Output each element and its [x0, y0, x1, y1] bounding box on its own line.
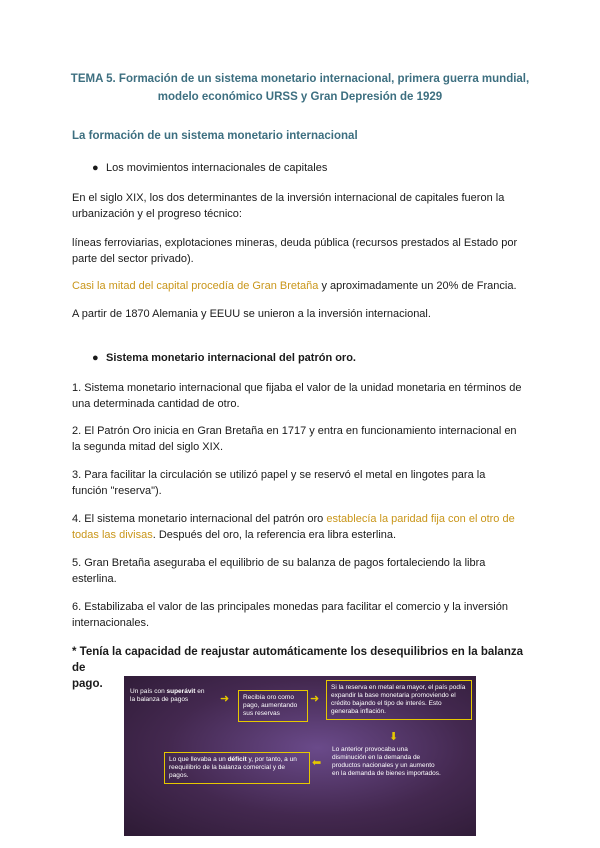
paragraph-line: 3. Para facilitar la circulación se utilizó papel y se reservó el metal en lingotes para la	[72, 469, 486, 481]
paragraph-line: parte del sector privado).	[72, 253, 194, 265]
list-item-1	[72, 380, 532, 412]
arrow-left-icon: ⬅	[312, 757, 322, 769]
diagram-box-receive-gold: Recibía oro como pago, aumentando sus reservas	[238, 690, 308, 722]
paragraph-line: En el siglo XIX, los dos determinantes de la inversión internacional de capitales fueron la	[72, 192, 505, 204]
bullet-dot-icon: ●	[92, 162, 99, 174]
gold-standard-diagram	[124, 676, 476, 836]
diagram-text-bold: superávit	[166, 688, 196, 695]
arrow-down-icon: ⬇	[389, 731, 399, 743]
list-item-4	[72, 511, 532, 543]
highlighted-text: todas las divisas	[72, 529, 153, 541]
paragraph-germany-usa	[72, 306, 532, 322]
title-line-2: modelo económico URSS y Gran Depresión de 1929	[157, 91, 443, 103]
paragraph-text: . Después del oro, la referencia era libra esterlina.	[152, 529, 397, 541]
diagram-text-bold: déficit	[227, 756, 247, 763]
paragraph-line: 6. Estabilizaba el valor de las principales monedas para facilitar el comercio y la inversión	[72, 601, 508, 613]
highlighted-text: Casi la mitad del capital procedía de Gran Bretaña	[72, 280, 319, 292]
paragraph-capital-origin	[72, 278, 532, 294]
paragraph-line: una determinada cantidad de otro.	[72, 398, 240, 410]
bullet-gold-standard	[92, 350, 356, 366]
diagram-box-demand-shift: Lo anterior provocaba una disminución en la demanda de productos nacionales y un aumento en la demanda de bienes importados.	[332, 746, 441, 777]
list-item-2	[72, 423, 532, 455]
list-item-5	[72, 555, 532, 587]
note-line: pago.	[72, 678, 103, 690]
bullet-text: Sistema monetario internacional del patrón oro.	[106, 352, 356, 364]
diagram-text: Lo que llevaba a un	[169, 756, 228, 763]
paragraph-text: 4. El sistema monetario internacional del patrón oro	[72, 513, 327, 525]
bullet-dot-icon: ●	[92, 352, 99, 364]
paragraph-text: A partir de 1870 Alemania y EEUU se unieron a la inversión internacional.	[72, 308, 431, 320]
paragraph-line: 1. Sistema monetario internacional que fijaba el valor de la unidad monetaria en términos de	[72, 382, 522, 394]
paragraph-line: líneas ferroviarias, explotaciones mineras, deuda pública (recursos prestados al Estado por	[72, 237, 518, 249]
paragraph-sectors	[72, 235, 532, 267]
paragraph-line	[72, 527, 532, 543]
paragraph-line: esterlina.	[72, 573, 117, 585]
paragraph-line: 5. Gran Bretaña aseguraba el equilibrio de su balanza de pagos fortaleciendo la libra	[72, 557, 486, 569]
paragraph-line: 2. El Patrón Oro inicia en Gran Bretaña en 1717 y entra en funcionamiento internacional en	[72, 425, 517, 437]
paragraph-line: la segunda mitad del siglo XIX.	[72, 441, 224, 453]
paragraph-text: y aproximadamente un 20% de Francia.	[318, 280, 517, 292]
paragraph-determinants	[72, 190, 532, 222]
paragraph-line: función "reserva").	[72, 485, 162, 497]
diagram-text: y, por tanto, a un reequilibrio de la balanza comercial y de pagos.	[169, 756, 297, 779]
diagram-box-expand-credit: Si la reserva en metal era mayor, el país podía expandir la base monetaria promoviendo el crédito bajando el tipo de interés. Esto generaba inflación.	[326, 680, 472, 720]
note-line: * Tenía la capacidad de reajustar automáticamente los desequilibrios en la balanza de	[72, 646, 523, 674]
document-title	[60, 70, 540, 106]
diagram-box-surplus	[130, 688, 210, 704]
highlighted-text: establecía la paridad fija con el otro de	[326, 513, 515, 525]
paragraph-line: internacionales.	[72, 617, 150, 629]
bullet-text: Los movimientos internacionales de capitales	[106, 162, 328, 174]
bullet-capital-movements	[92, 160, 327, 176]
title-line-1: TEMA 5. Formación de un sistema monetario internacional, primera guerra mundial,	[70, 73, 530, 85]
list-item-3	[72, 467, 532, 499]
diagram-text: Un país con	[130, 688, 167, 695]
paragraph-line: urbanización y el progreso técnico:	[72, 208, 242, 220]
diagram-box-deficit	[164, 752, 310, 784]
list-item-6	[72, 599, 532, 631]
section-heading: La formación de un sistema monetario internacional	[72, 130, 358, 142]
arrow-right-icon: ➜	[220, 693, 230, 705]
paragraph-line	[72, 511, 532, 527]
diagram-text: en la balanza de pagos	[130, 688, 205, 703]
arrow-right-icon: ➜	[310, 693, 320, 705]
